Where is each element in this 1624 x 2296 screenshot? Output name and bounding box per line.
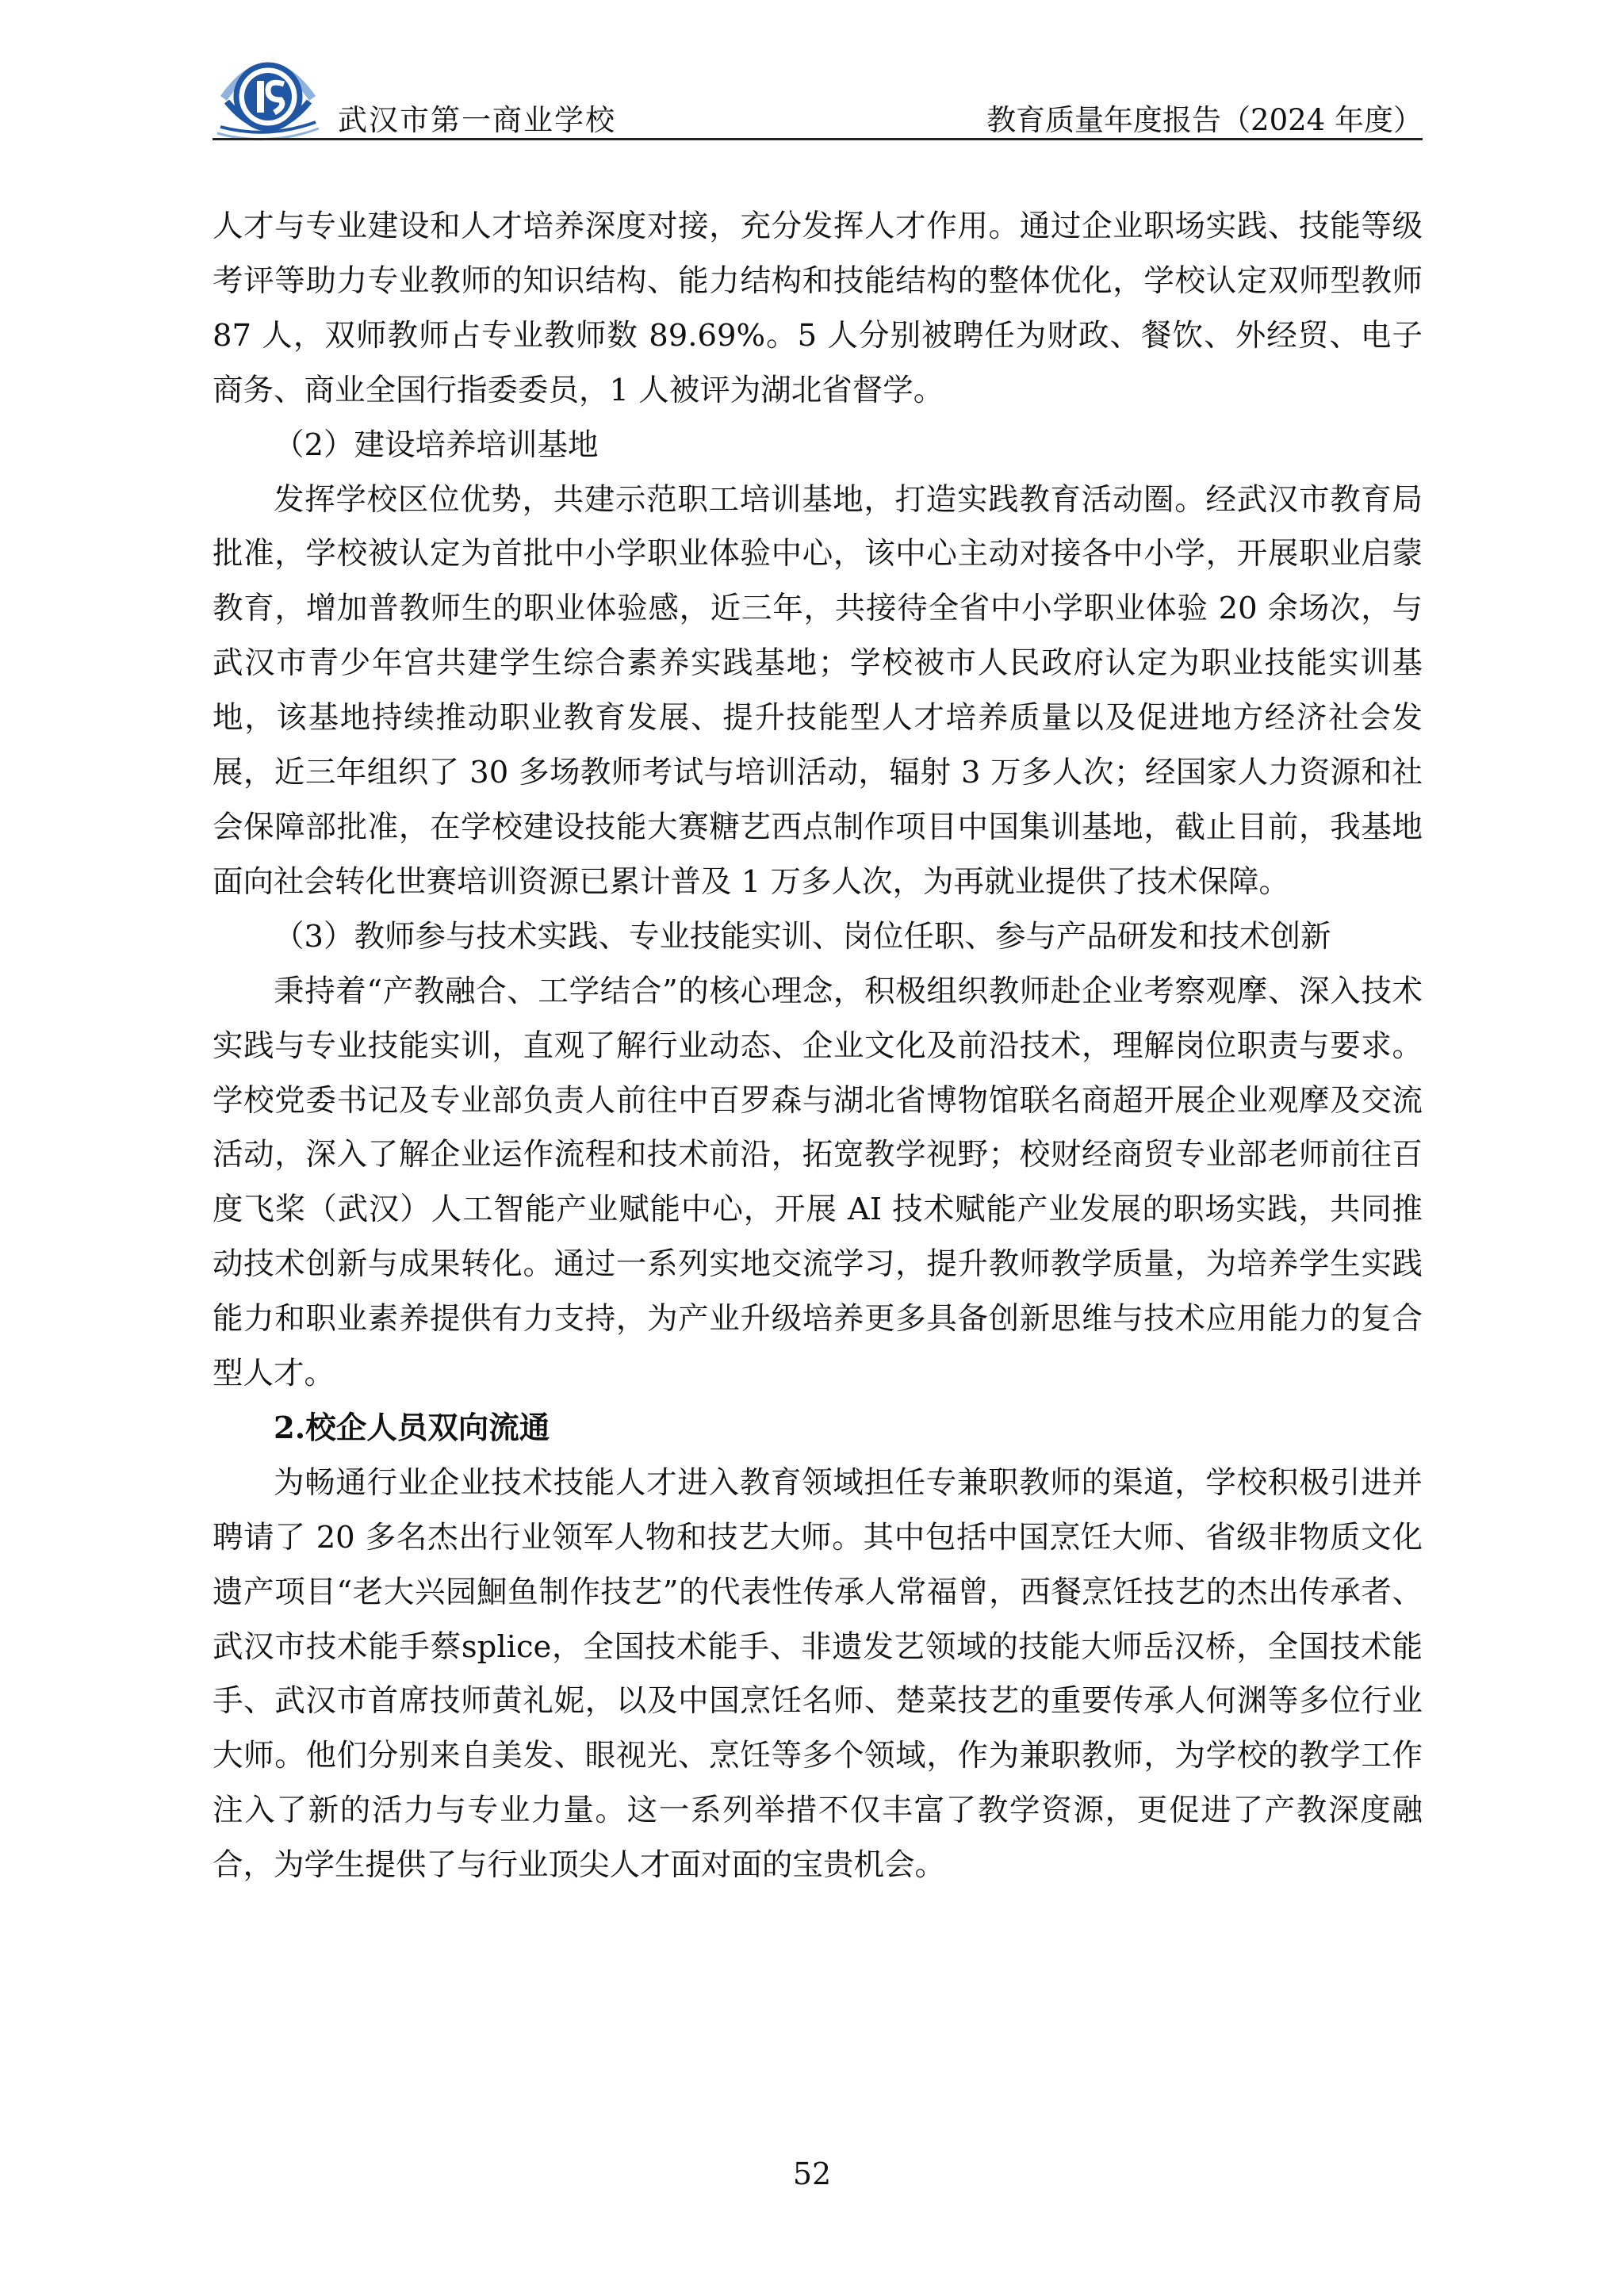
page-number: 52 [792, 2156, 832, 2191]
heading-training-base: （2）建设培养培训基地 [274, 427, 599, 463]
main-content [213, 200, 1423, 1893]
page-header [213, 51, 1423, 146]
report-title: 教育质量年度报告（2024 年度） [986, 103, 1423, 137]
paragraph-teacher-structure: 人才与专业建设和人才培养深度对接，充分发挥人才作用。通过企业职场实践、技能等级考评等助力专业教师的知识结构、能力结构和技能结构的整体优化，学校认定双师型教师 87 人，双师教师占专业教师数 89.69%。5 人分别被聘任为财政、餐饮、外经贸、电子商务、商业全国行指委委员，1 人被评为湖北省督学。 [213, 209, 1423, 408]
school-emblem-icon [213, 51, 324, 143]
heading-school-enterprise-exchange: 2.校企人员双向流通 [274, 1410, 550, 1446]
header-divider [213, 138, 1423, 140]
paragraph-teacher-practice: 秉持着“产教融合、工学结合”的核心理念，积极组织教师赴企业考察观摩、深入技术实践与专业技能实训，直观了解行业动态、企业文化及前沿技术，理解岗位职责与要求。学校党委书记及专业部负责人前往中百罗森与湖北省博物馆联名商超开展企业观摩及交流活动，深入了解企业运作流程和技术前沿，拓宽教学视野；校财经商贸专业部老师前往百度飞桨（武汉）人工智能产业赋能中心，开展 AI 技术赋能产业发展的职场实践，共同推动技术创新与成果转化。通过一系列实地交流学习，提升教师教学质量，为培养学生实践能力和职业素养提供有力支持，为产业升级培养更多具备创新思维与技术应用能力的复合型人才。 [213, 973, 1423, 1392]
school-name: 武汉市第一商业学校 [338, 103, 616, 137]
paragraph-training-base: 发挥学校区位优势，共建示范职工培训基地，打造实践教育活动圈。经武汉市教育局批准，学校被认定为首批中小学职业体验中心，该中心主动对接各中小学，开展职业启蒙教育，增加普教师生的职业体验感，近三年，共接待全省中小学职业体验 20 余场次，与武汉市青少年宫共建学生综合素养实践基地；学校被市人民政府认定为职业技能实训基地，该基地持续推动职业教育发展、提升技能型人才培养质量以及促进地方经济社会发展，近三年组织了 30 多场教师考试与培训活动，辐射 3 万多人次；经国家人力资源和社会保障部批准，在学校建设技能大赛糖艺西点制作项目中国集训基地，截止目前，我基地面向社会转化世赛培训资源已累计普及 1 万多人次，为再就业提供了技术保障。 [213, 481, 1423, 900]
paragraph-school-enterprise-exchange: 为畅通行业企业技术技能人才进入教育领域担任专兼职教师的渠道，学校积极引进并聘请了 20 多名杰出行业领军人物和技艺大师。其中包括中国烹饪大师、省级非物质文化遗产项目“老大兴园鮰鱼制作技艺”的代表性传承人常福曾，西餐烹饪技艺的杰出传承者、武汉市技术能手蔡splice，全国技术能手、非遗发艺领域的技能大师岳汉桥，全国技术能手、武汉市首席技师黄礼妮，以及中国烹饪名师、楚菜技艺的重要传承人何渊等多位行业大师。他们分别来自美发、眼视光、烹饪等多个领域，作为兼职教师，为学校的教学工作注入了新的活力与专业力量。这一系列举措不仅丰富了教学资源，更促进了产教深度融合，为学生提供了与行业顶尖人才面对面的宝贵机会。 [213, 1464, 1423, 1884]
heading-teacher-practice: （3）教师参与技术实践、专业技能实训、岗位任职、参与产品研发和技术创新 [274, 918, 1331, 955]
